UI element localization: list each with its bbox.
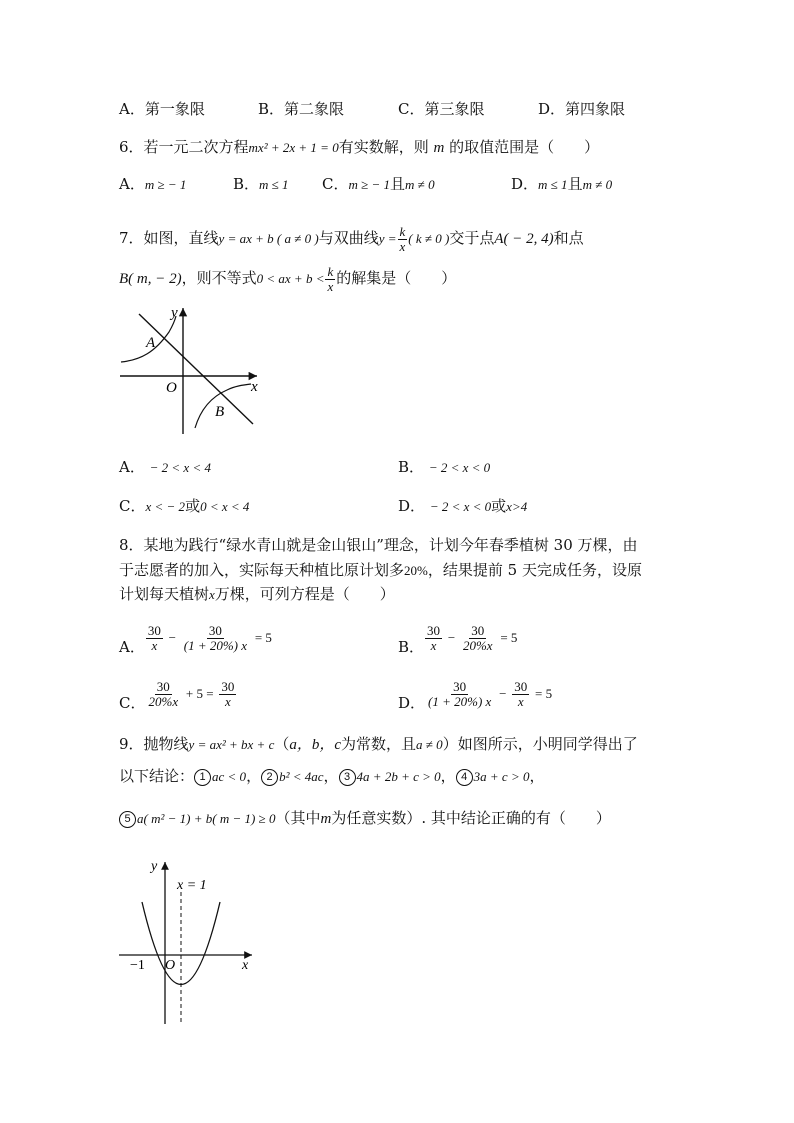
- q8-text-3: 计划每天植树: [119, 585, 210, 603]
- option-conj: 且: [567, 175, 583, 193]
- fraction-denominator: x: [327, 278, 334, 294]
- q8-option-a: [119, 622, 272, 662]
- q7-label-o: O: [166, 380, 177, 396]
- option-label: D．: [511, 175, 539, 193]
- q7-option-d: [398, 496, 527, 517]
- q6-option-a: [119, 174, 186, 195]
- frac-2: [182, 624, 249, 653]
- option-label: D．: [398, 694, 426, 712]
- fraction-numerator: 30: [156, 678, 170, 694]
- q7-stem-line2: [119, 264, 456, 294]
- q9-equation: y = ax² + bx + c: [188, 737, 275, 752]
- q7-line-equation: y = ax + b ( a ≠ 0 ): [218, 231, 319, 246]
- q5-option-b: B．第二象限: [258, 100, 345, 118]
- rhs: = 5: [254, 630, 272, 645]
- option-conj: 或: [491, 497, 507, 515]
- q9-text-5: 以下结论：: [119, 767, 195, 785]
- q6-stem-end: 的取值范围是（ ）: [449, 138, 600, 156]
- q9-label-y: y: [151, 859, 158, 874]
- separator: ，: [440, 767, 456, 785]
- conclusion-4-marker: 4: [456, 769, 473, 786]
- q9-stem-line1: [119, 734, 638, 755]
- q8-option-d: [398, 678, 552, 718]
- option-expr: x < − 2: [145, 499, 186, 514]
- option-expr-2: x>4: [506, 499, 528, 514]
- option-expr-2: m ≠ 0: [582, 177, 613, 192]
- conclusion-3: 4a + 2b + c > 0: [356, 769, 441, 784]
- q8-stem-line1: 8．某地为践行“绿水青山就是金山银山”理念，计划今年春季植树 30 万棵，由: [119, 536, 638, 554]
- option-expr: m ≤ 1: [538, 177, 568, 192]
- separator: ，: [323, 767, 339, 785]
- fraction-denominator: x: [517, 693, 524, 709]
- frac-1: [426, 680, 493, 709]
- q7-text-6: 的解集是（ ）: [336, 269, 457, 287]
- operator: −: [499, 686, 507, 701]
- fraction-numerator: 30: [514, 678, 528, 694]
- frac-1: [146, 680, 180, 709]
- option-label: B．: [398, 458, 425, 476]
- q7-text-4: 和点: [553, 229, 584, 247]
- q8-stem-line3: [119, 584, 395, 605]
- q7-stem-line1: [119, 224, 584, 254]
- q5-option-d: D．第四象限: [538, 100, 626, 118]
- q5-option-a: A．第一象限: [119, 100, 205, 118]
- option-expr: − 2 < x < 0: [429, 499, 492, 514]
- fraction-numerator: k: [399, 223, 406, 239]
- conclusion-2: b² < 4ac: [279, 769, 324, 784]
- q7-label-b: B: [215, 404, 225, 420]
- fraction-denominator: 20%x: [148, 693, 179, 709]
- operator: + 5 =: [185, 686, 214, 701]
- option-label: C．: [119, 497, 146, 515]
- q9-text-3: 为常数，且: [341, 735, 417, 753]
- q9-label-o: O: [165, 958, 176, 973]
- q9-stem-line3: [119, 808, 611, 829]
- fraction-numerator: 30: [427, 622, 441, 638]
- q9-figure: [116, 852, 266, 1032]
- q6-equation: mx² + 2x + 1 = 0: [248, 140, 339, 155]
- option-label: B．: [398, 638, 425, 656]
- fraction-denominator: 20%x: [462, 637, 493, 653]
- q7-label-x: x: [251, 379, 258, 395]
- frac-1: [146, 624, 163, 653]
- q9-label-x: x: [242, 958, 249, 973]
- option-label: A．: [119, 638, 145, 656]
- rhs: = 5: [535, 686, 553, 701]
- fraction-numerator: 30: [453, 678, 467, 694]
- fraction-denominator: (1 + 20%) x: [428, 693, 492, 709]
- fraction-denominator: x: [399, 238, 406, 254]
- q5-option-c: C．第三象限: [398, 100, 485, 118]
- q8-text-4: 万棵，可列方程是（ ）: [214, 585, 395, 603]
- q7-option-a: [119, 457, 211, 478]
- option-expr-2: m ≠ 0: [405, 177, 435, 192]
- conclusion-5: a( m² − 1) + b( m − 1) ≥ 0: [137, 811, 276, 826]
- q9-text-6: （其中: [275, 809, 321, 827]
- fraction-denominator: x: [430, 637, 437, 653]
- option-conj: 或: [185, 497, 201, 515]
- conclusion-5-marker: 5: [119, 811, 136, 828]
- option-label: D．: [398, 497, 426, 515]
- conclusion-1-marker: 1: [194, 769, 211, 786]
- q7-point-a: A( − 2, 4): [494, 231, 554, 247]
- q7-option-c: [119, 496, 249, 517]
- q7-inequality: 0 < ax + b <: [256, 271, 325, 286]
- q7-option-b: [398, 457, 490, 478]
- q9-text-7: 为任意实数）. 其中结论正确的有（ ）: [331, 809, 611, 827]
- q9-variable: m: [320, 811, 332, 827]
- operator: −: [447, 630, 456, 645]
- q9-text: 9．抛物线: [119, 735, 189, 753]
- option-conj: 且: [390, 175, 406, 193]
- q8-variable: x: [209, 587, 215, 602]
- q7-condition: ( k ≠ 0 ): [408, 231, 450, 246]
- q6-variable: m: [433, 140, 445, 156]
- frac-2: [219, 680, 236, 709]
- q6-option-d: [511, 174, 612, 195]
- option-expr: m ≤ 1: [259, 177, 289, 192]
- q9-vars: a，b，c: [289, 737, 342, 753]
- operator: −: [168, 630, 176, 645]
- q7-label-a: A: [146, 335, 156, 351]
- fraction-numerator: 30: [208, 622, 222, 638]
- q9-label-axis: x = 1: [177, 878, 207, 893]
- q7-figure: [117, 300, 277, 440]
- q9-label-neg1: −1: [130, 958, 145, 973]
- q7-text-3: 交于点: [449, 229, 495, 247]
- q8-text-2: ，结果提前 5 天完成任务，设原: [427, 561, 642, 579]
- fraction-numerator: 30: [471, 622, 485, 638]
- conclusion-3-marker: 3: [339, 769, 356, 786]
- fraction-denominator: x: [151, 637, 158, 653]
- separator: ，: [246, 767, 262, 785]
- fraction-numerator: 30: [147, 622, 161, 638]
- q8-option-c: [119, 678, 237, 718]
- q7-fraction: [398, 225, 408, 254]
- q7-line-graph: [139, 314, 253, 424]
- fraction-numerator: 30: [221, 678, 235, 694]
- fraction-denominator: x: [224, 693, 231, 709]
- option-expr: m ≥ − 1: [348, 177, 391, 192]
- option-label: A．: [119, 458, 145, 476]
- q8-stem-line2: [119, 560, 642, 581]
- frac-2: [461, 624, 495, 653]
- q6-option-c: [322, 174, 435, 195]
- q6-option-b: [233, 174, 289, 195]
- q7-point-b: B( m, − 2): [119, 271, 182, 287]
- fraction-denominator: (1 + 20%) x: [183, 637, 248, 653]
- q7-hyperbola-lhs: y =: [378, 231, 397, 246]
- option-label: C．: [119, 694, 146, 712]
- frac-1: [425, 624, 442, 653]
- option-expr-2: 0 < x < 4: [200, 499, 250, 514]
- q6-stem-text: 6．若一元二次方程: [119, 138, 249, 156]
- q7-ineq-fraction: [325, 265, 335, 294]
- conclusion-4: 3a + c > 0: [473, 769, 530, 784]
- q8-text: 于志愿者的加入，实际每天种植比原计划多: [119, 561, 405, 579]
- q8-option-b: [398, 622, 517, 662]
- q8-percent: 20%: [404, 563, 428, 578]
- rhs: = 5: [500, 630, 518, 645]
- q7-text-2: 与双曲线: [318, 229, 379, 247]
- q7-text-5: ，则不等式: [181, 269, 257, 287]
- conclusion-1: ac < 0: [212, 769, 247, 784]
- q6-stem: [119, 137, 599, 158]
- option-label: C．: [322, 175, 349, 193]
- q7-label-y: y: [171, 305, 178, 321]
- separator: ，: [529, 767, 545, 785]
- q9-stem-line2: [119, 766, 545, 787]
- option-expr: − 2 < x < 0: [428, 460, 491, 475]
- q9-text-4: ）如图所示，小明同学得出了: [442, 735, 638, 753]
- q9-text-2: （: [274, 735, 290, 753]
- q7-text: 7．如图，直线: [119, 229, 219, 247]
- option-expr: m ≥ − 1: [144, 177, 187, 192]
- q9-condition: a ≠ 0: [416, 737, 443, 752]
- frac-2: [512, 680, 529, 709]
- conclusion-2-marker: 2: [261, 769, 278, 786]
- fraction-numerator: k: [327, 263, 334, 279]
- option-label: B．: [233, 175, 260, 193]
- option-label: A．: [119, 175, 145, 193]
- option-expr: − 2 < x < 4: [149, 460, 211, 475]
- q6-stem-text-2: 有实数解，则: [338, 138, 429, 156]
